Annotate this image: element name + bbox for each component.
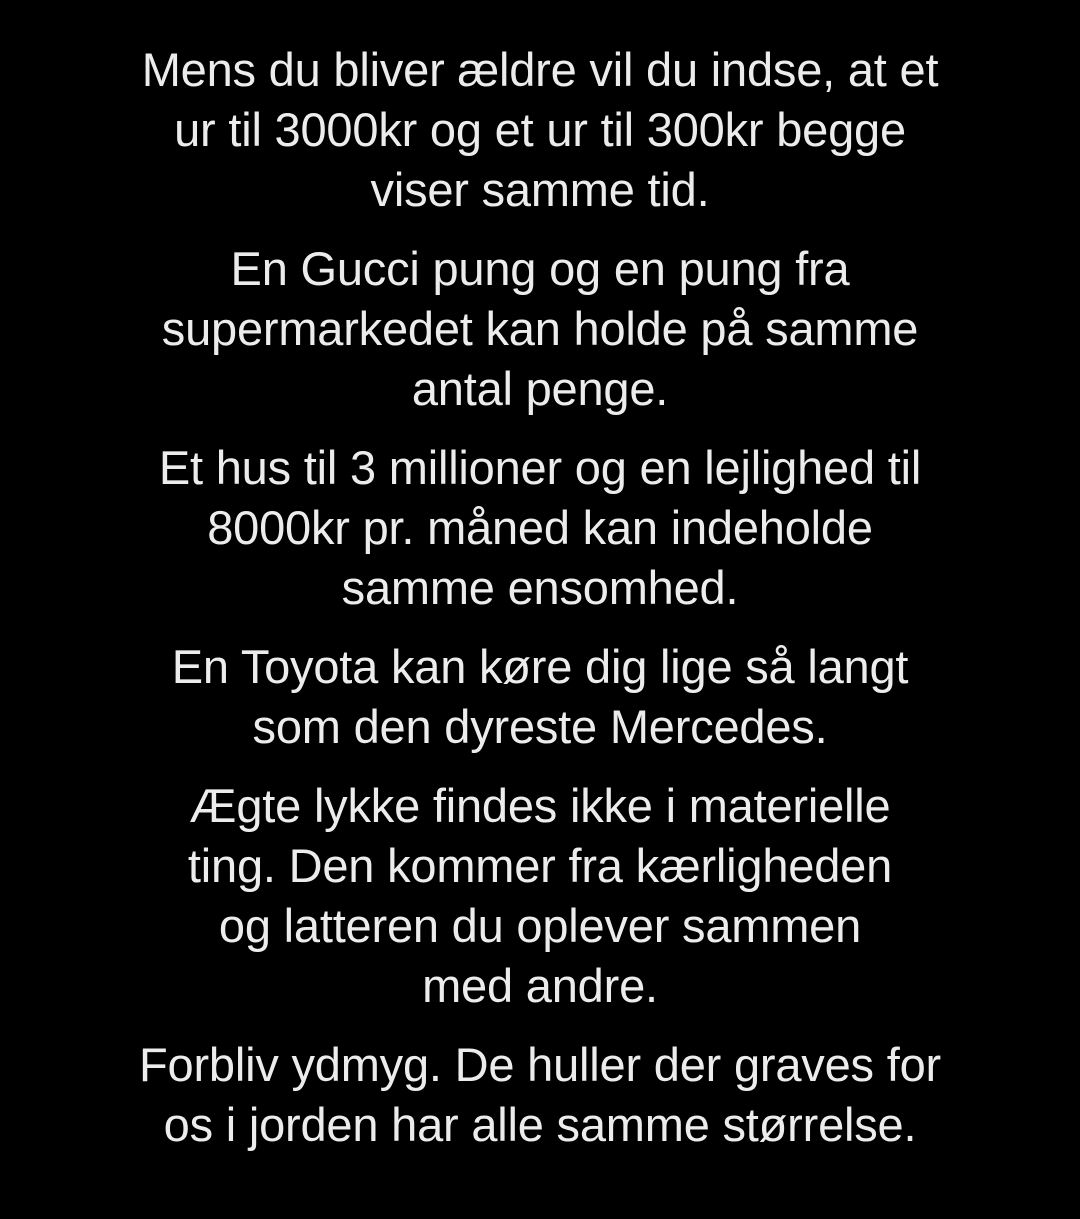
paragraph-watch	[40, 40, 1040, 220]
paragraph-car	[40, 637, 1040, 757]
text-line: med andre.	[422, 959, 658, 1012]
text-line: Forbliv ydmyg. De huller der graves for	[139, 1038, 941, 1091]
paragraph-humble	[40, 1035, 1040, 1155]
text-line: supermarkedet kan holde på samme	[161, 302, 919, 355]
text-line: ur til 3000kr og et ur til 300kr begge	[174, 103, 906, 156]
text-line: Et hus til 3 millioner og en lejlighed til	[158, 441, 922, 494]
paragraph-house	[40, 438, 1040, 618]
text-line: En Gucci pung og en pung fra	[230, 242, 850, 295]
text-line: som den dyreste Mercedes.	[252, 700, 828, 753]
text-line: En Toyota kan køre dig lige så langt	[171, 640, 909, 693]
text-line: Ægte lykke findes ikke i materielle	[189, 779, 891, 832]
text-line: samme ensomhed.	[341, 561, 739, 614]
text-line: Mens du bliver ældre vil du indse, at et	[141, 43, 939, 96]
paragraph-wallet	[40, 239, 1040, 419]
text-line: antal penge.	[411, 362, 669, 415]
text-line: os i jorden har alle samme størrelse.	[163, 1098, 917, 1151]
text-line: og latteren du oplever sammen	[218, 899, 862, 952]
text-line: viser samme tid.	[370, 163, 710, 216]
text-line: 8000kr pr. måned kan indeholde	[207, 501, 873, 554]
text-line: ting. Den kommer fra kærligheden	[187, 839, 893, 892]
paragraph-happiness	[40, 776, 1040, 1016]
